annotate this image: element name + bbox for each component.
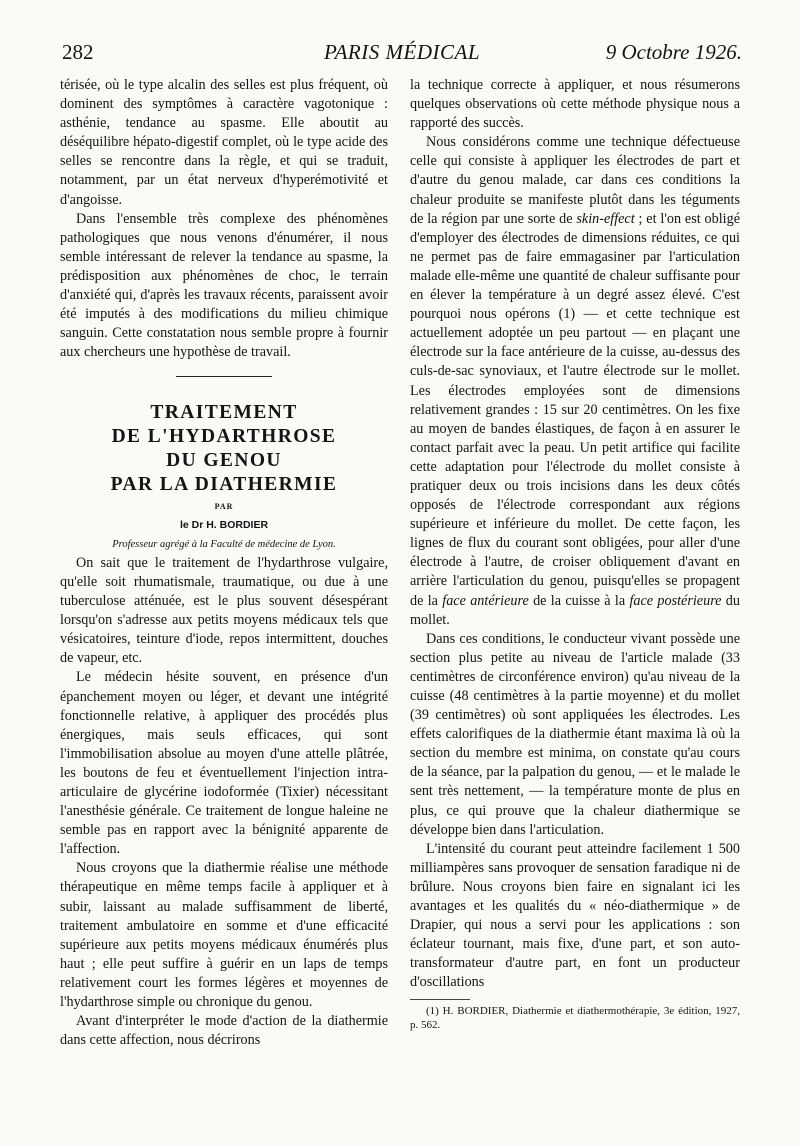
left-column (60, 76, 388, 1050)
paragraph: Dans l'ensemble très complexe des phénomènes pathologiques que nous venons d'énumérer, il nous semble intéressant de relever la tendance au spasme, la prédisposition aux phénomènes de choc, le terrain d'anxiété qui, d'après les travaux récents, paraissent avoir été imputés à des modifications du milieu chimique sanguin. Cette constatation nous semble propre à fournir aux chercheurs une hypothèse de travail. (60, 210, 388, 361)
journal-title: PARIS MÉDICAL (323, 40, 480, 64)
paragraph: Avant d'interpréter le mode d'action de la diathermie dans cette affection, nous décrirons (60, 1013, 388, 1049)
emphasis: skin-effect (576, 210, 635, 227)
page-number: 282 (62, 40, 94, 64)
paragraph: Le médecin hésite souvent, en présence d'un épanchement moyen ou léger, et devant une intégrité fonctionnelle relative, à appliquer des procédés plus énergiques, mais seuls efficaces, qui sont l'immobilisation absolue au moyen d'une attelle plâtrée, les boutons de feu et éventuellement l'injection intra-articulaire de glycérine iodoformée (Tixier) nécessitant l'anesthésie générale. Ce traitement de longue haleine ne semble pas en rapport avec la bénignité apparente de l'affection. (60, 669, 388, 858)
paragraph: la technique correcte à appliquer, et nous résumerons quelques observations où cette méthode physique nous a rapporté des succès. (410, 77, 740, 132)
footnote-divider (410, 999, 470, 1000)
emphasis: face postérieure (629, 592, 722, 609)
emphasis: face antérieure (442, 592, 529, 609)
author-affiliation: Professeur agrégé à la Faculté de médecine de Lyon. (112, 538, 336, 550)
paragraph: Nous considérons comme une technique défectueuse celle qui consiste à appliquer les électrodes de part et d'autre du genou malade, car dans ces conditions la chaleur produite se manifeste plutôt dans les téguments de la région par une sorte de skin-effect ; et l'on est obligé d'employer des électrodes de dimensions réduites, ce qui ne permet pas de faire emmagasiner par l'articulation malade elle-même une quantité de chaleur suffisante pour en élever la température à un degré assez élevé. C'est pourquoi nous opérons (1) — et cette technique est actuellement adoptée un peu partout — en plaçant une électrode sur la face antérieure de la cuisse, au-dessus des culs-de-sac synoviaux, et l'autre électrode sur le mollet. Les électrodes employées sont de dimensions relativement grandes : 15 sur 20 centimètres. On les fixe au moyen de bandes élastiques, de façon à en assurer le contact parfait avec la peau. Un petit artifice qui facilite cette adaptation pour l'électrode du mollet consiste à pratiquer deux ou trois incisions dans les deux côtés opposés de l'électrode correspondant aux régions supérieure et inférieure du mollet. De cette façon, les lignes de flux du courant sont obligées, pour aller d'une électrode à l'autre, de croiser obliquement d'avant en arrière l'articulation du genou, puisqu'elles se propagent de la face antérieure de la cuisse à la face postérieure du mollet. (410, 134, 740, 628)
article-title-line: DU GENOU (166, 450, 282, 471)
right-column (410, 76, 740, 1033)
article-title-line: PAR LA DIATHERMIE (110, 473, 338, 495)
section-divider (176, 376, 272, 377)
paragraph: Dans ces conditions, le conducteur vivant possède une section plus petite au niveau de l'article malade (33 centimètres de circonférence environ) qu'au niveau de la cuisse (48 centimètres à la partie moyenne) et du mollet (39 centimètres) où sont appliquées les électrodes. Les effets calorifiques de la diathermie étant maxima là où la section du membre est minima, on constate qu'au cours de la séance, par la palpation du genou, — et le malade le sent très nettement, — la température monte de plus en plus, ce qui prouve que la chaleur diathermique se développe bien dans l'articulation. (410, 630, 740, 838)
paragraph: térisée, où le type alcalin des selles est plus fréquent, où dominent des symptômes à caractère vagotonique : asthénie, tendance au spasme. Elle aboutit au déséquilibre hépato-digestif complet, où le type acide des selles se rencontre dans la règle, et qui se traduit, notamment, par un état nerveux d'hyperémotivité et d'angoisse. (60, 77, 388, 208)
paragraph: L'intensité du courant peut atteindre facilement 1 500 milliampères sans provoquer de sensation faradique ni de brûlure. Nous croyons bien faire en signalant ici les avantages et les qualités du « néo-diathermique » de Drapier, qui nous a servi pour les applications : son éclateur tournant, mais fixe, d'une part, et son auto-transformateur d'autre part, en font un producteur d'oscillations (410, 840, 740, 991)
issue-date: 9 Octobre 1926. (605, 40, 742, 64)
paragraph: Nous croyons que la diathermie réalise une méthode thérapeutique en même temps facile à appliquer et à subir, laissant au malade suffisamment de liberté, traitement ambulatoire en somme et d'une efficacité supérieure aux petits moyens médicaux énumérés plus haut ; elle peut suffire à guérir en un laps de temps relativement court les formes légères et moyennes de l'hydarthrose simple ou chronique du genou. (60, 860, 388, 1011)
article-title-line: DE L'HYDARTHROSE (111, 426, 337, 448)
paragraph: On sait que le traitement de l'hydarthrose vulgaire, qu'elle soit rhumatismale, traumatique, ou due à une tuberculose atténuée, est le plus souvent désespérant lorsqu'on s'adresse aux petits moyens médicaux tels que vésicatoires, teinture d'iode, repos intermittent, douches de vapeur, etc. (60, 554, 388, 667)
footnote: (1) H. BORDIER, Diathermie et diathermothérapie, 3e édition, 1927, p. 562. (410, 1004, 740, 1031)
article-title-line: TRAITEMENT (150, 402, 298, 424)
byline-par: PAR (214, 501, 234, 511)
article-author: le Dr H. BORDIER (179, 518, 269, 531)
page-header (62, 38, 742, 68)
